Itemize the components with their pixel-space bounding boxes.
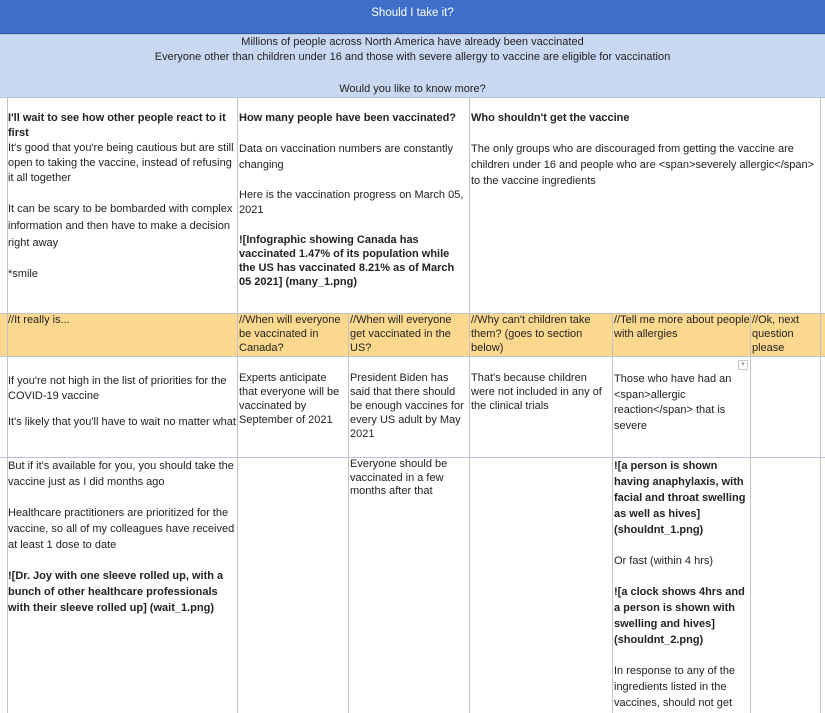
intro-line-1: Millions of people across North America have already been vaccinated	[241, 36, 584, 48]
intro-line-2: Everyone other than children under 16 and those with severe allergy to vaccine are eligible for vaccination	[154, 51, 671, 63]
row2-allergies: Those who have had an <span>allergic reaction</span> that is severe	[614, 373, 732, 432]
option-us[interactable]: //When will everyone get vaccinated in the US?	[350, 314, 452, 354]
page-title: Should I take it?	[371, 7, 454, 19]
row2-wait-p2: It's likely that you'll have to wait no matter what	[8, 416, 236, 428]
how-many-content	[239, 141, 467, 289]
who-shouldnt-p1: The only groups who are discouraged from getting the vaccine are children under 16 and people who are <span>severely allergic</span> to the vaccine ingredients	[471, 143, 815, 187]
header-who-shouldnt: Who shouldn't get the vaccine	[471, 112, 630, 124]
row3-allergies	[614, 458, 751, 711]
row3-allergies-p4: In response to any of the ingredients listed in the vaccines, should not get	[614, 665, 736, 709]
wait-p2: It can be scary to be bombarded with complex information and then have to make a decision right away	[8, 203, 233, 249]
row-divider	[0, 356, 825, 357]
row2-canada: Experts anticipate that everyone will be vaccinated by September of 2021	[239, 372, 340, 426]
wait-p3: *smile	[8, 268, 38, 280]
how-many-image-placeholder: ![Infographic showing Canada has vaccinated 1.47% of its population while the US has vaccinated 8.21% as of March 05 2021] (many_1.png)	[239, 234, 455, 288]
option-allergies[interactable]: //Tell me more about people with allergies	[614, 314, 750, 340]
row-divider	[0, 97, 825, 98]
intro-question: Would you like to know more?	[339, 83, 486, 95]
row3-allergies-p2: Or fast (within 4 hrs)	[614, 555, 714, 567]
row3-wait-p2: Healthcare practitioners are prioritized for the vaccine, so all of my colleagues have received at least 1 dose to date	[8, 507, 235, 551]
option-it-really-is[interactable]: //It really is...	[8, 314, 70, 326]
row3-us: Everyone should be vaccinated in a few months after that	[350, 458, 448, 497]
row2-us: President Biden has said that there should be enough vaccines for every US adult by May 2021	[350, 372, 464, 440]
option-next[interactable]: //Ok, next question please	[752, 314, 800, 354]
dropdown-arrow-icon[interactable]: ▾	[738, 360, 748, 370]
row3-allergies-image-2: ![a clock shows 4hrs and a person is shown with swelling and hives] (shouldnt_2.png)	[614, 586, 745, 646]
col-divider	[348, 313, 349, 713]
col-divider	[469, 97, 470, 713]
col-divider	[237, 97, 238, 713]
how-many-p1: Data on vaccination numbers are constantly changing	[239, 143, 454, 171]
who-shouldnt-content	[471, 141, 820, 189]
wait-p1: It's good that you're being cautious but are still open to taking the vaccine, instead of refusing it all together	[8, 142, 234, 184]
header-how-many: How many people have been vaccinated?	[239, 112, 457, 124]
header-wait: I'll wait to see how other people react to it first	[8, 112, 226, 139]
col-divider	[612, 313, 613, 713]
row3-wait-image-placeholder: ![Dr. Joy with one sleeve rolled up, with a bunch of other healthcare professionals with their sleeve rolled up] (wait_1.png)	[8, 570, 224, 614]
row2-wait-content	[8, 374, 237, 430]
wait-content	[8, 141, 237, 282]
option-children[interactable]: //Why can't children take them? (goes to section below)	[471, 314, 591, 354]
option-canada[interactable]: //When will everyone be vaccinated in Canada?	[239, 314, 341, 354]
row3-wait-content	[8, 458, 237, 616]
row3-wait-p1: But if it's available for you, you should take the vaccine just as I did months ago	[8, 460, 234, 488]
how-many-p2: Here is the vaccination progress on March 05, 2021	[239, 189, 464, 216]
row3-allergies-image-1: ![a person is shown having anaphylaxis, with facial and throat swelling as well as hives] (shouldnt_1.png)	[614, 460, 746, 536]
row2-wait-p1: If you're not high in the list of priorities for the COVID-19 vaccine	[8, 375, 227, 402]
row2-children: That's because children were not included in any of the clinical trials	[471, 372, 602, 412]
col-divider	[820, 97, 821, 713]
